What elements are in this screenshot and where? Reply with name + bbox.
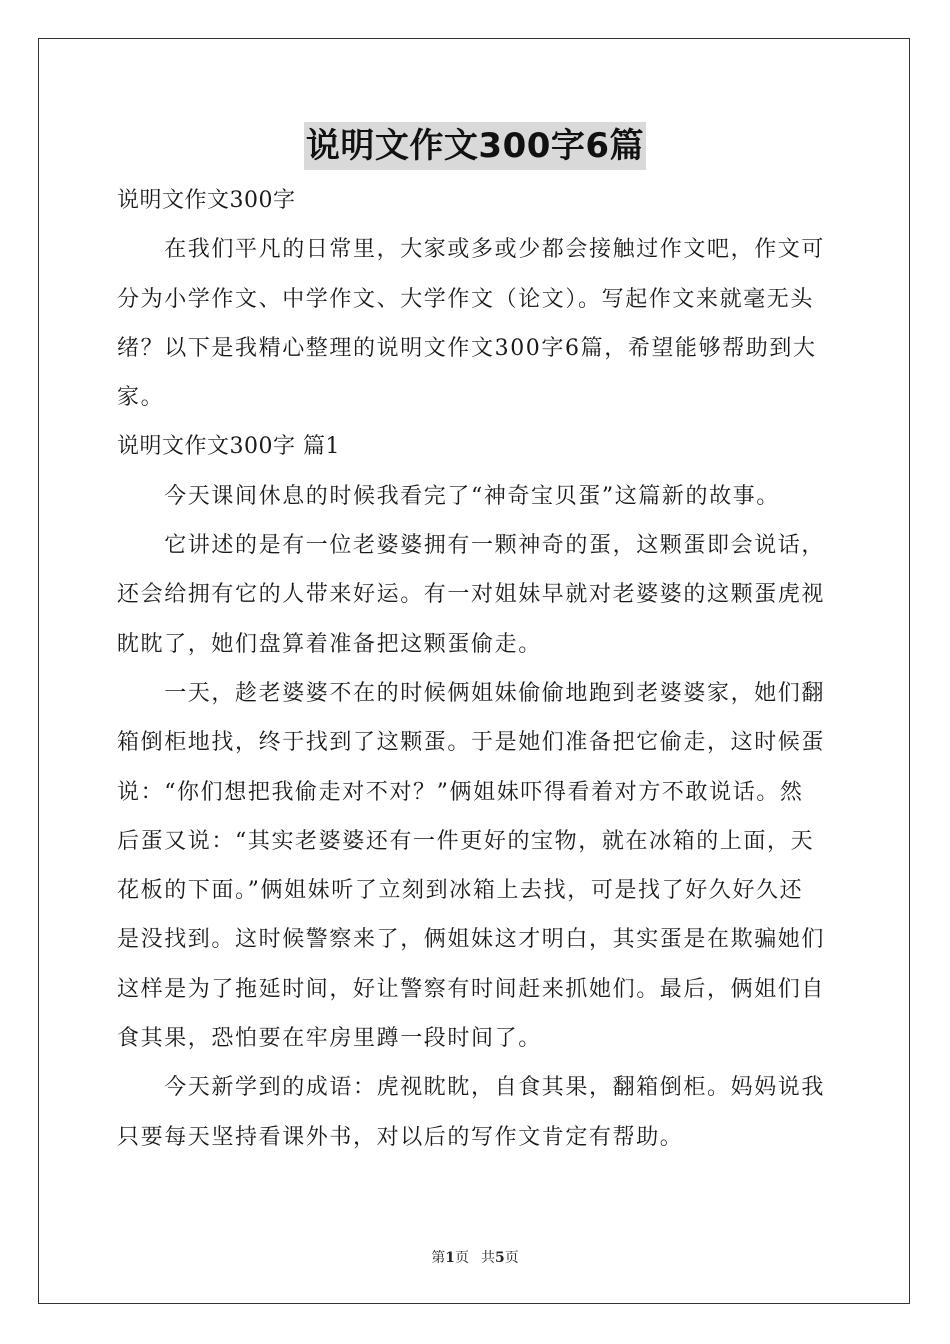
- text-line: 一天，趁老婆婆不在的时候俩姐妹偷偷地跑到老婆婆家，她们翻: [117, 680, 826, 706]
- text-line: 后蛋又说：“其实老婆婆还有一件更好的宝物，就在冰箱的上面，天: [117, 828, 815, 854]
- text-line: 花板的下面。”俩姐妹听了立刻到冰箱上去找，可是找了好久好久还: [117, 878, 804, 904]
- section-heading: 说明文作文300字: [117, 188, 296, 213]
- page-number: 1: [445, 1250, 455, 1266]
- total-suffix: 页: [504, 1250, 519, 1266]
- text-line: 家。: [117, 385, 165, 411]
- text-line: 它讲述的是有一位老婆婆拥有一颗神奇的蛋，这颗蛋即会说话，: [117, 533, 826, 559]
- text-line: 今天课间休息的时候我看完了“神奇宝贝蛋”这篇新的故事。: [117, 483, 780, 509]
- total-prefix: 共: [481, 1250, 495, 1266]
- text-line: 箱倒柜地找，终于找到了这颗蛋。于是她们准备把它偷走，这时候蛋: [117, 730, 826, 756]
- page-footer: [0, 1247, 950, 1267]
- text-line: 这样是为了拖延时间，好让警察有时间赶来抓她们。最后，俩姐们自: [117, 976, 826, 1002]
- page-prefix: 第: [431, 1250, 446, 1266]
- total-pages: 5: [495, 1250, 505, 1266]
- text-line: 分为小学作文、中学作文、大学作文（论文）。写起作文来就毫无头: [117, 286, 815, 312]
- document-title: 说明文作文300字6篇: [304, 122, 646, 170]
- text-line: 说：“你们想把我偷走对不对？”俩姐妹吓得看着对方不敢说话。然: [117, 779, 804, 805]
- text-line: 今天新学到的成语：虎视眈眈，自食其果，翻箱倒柜。妈妈说我: [117, 1075, 826, 1101]
- text-line: 食其果，恐怕要在牢房里蹲一段时间了。: [117, 1026, 542, 1052]
- text-line: 还会给拥有它的人带来好运。有一对姐妹早就对老婆婆的这颗蛋虎视: [117, 582, 826, 608]
- section-heading: 说明文作文300字 篇1: [117, 434, 340, 460]
- document-body: [117, 176, 837, 1162]
- text-line: 眈眈了，她们盘算着准备把这颗蛋偷走。: [117, 631, 542, 657]
- text-line: 在我们平凡的日常里，大家或多或少都会接触过作文吧，作文可: [117, 237, 826, 263]
- text-line: 绪？以下是我精心整理的说明文作文300字6篇，希望能够帮助到大: [117, 335, 817, 361]
- text-line: 是没找到。这时候警察来了，俩姐妹这才明白，其实蛋是在欺骗她们: [117, 927, 826, 953]
- text-line: 只要每天坚持看课外书，对以后的写作文肯定有帮助。: [117, 1124, 684, 1150]
- title-container: [0, 122, 950, 170]
- page-suffix: 页: [455, 1250, 469, 1266]
